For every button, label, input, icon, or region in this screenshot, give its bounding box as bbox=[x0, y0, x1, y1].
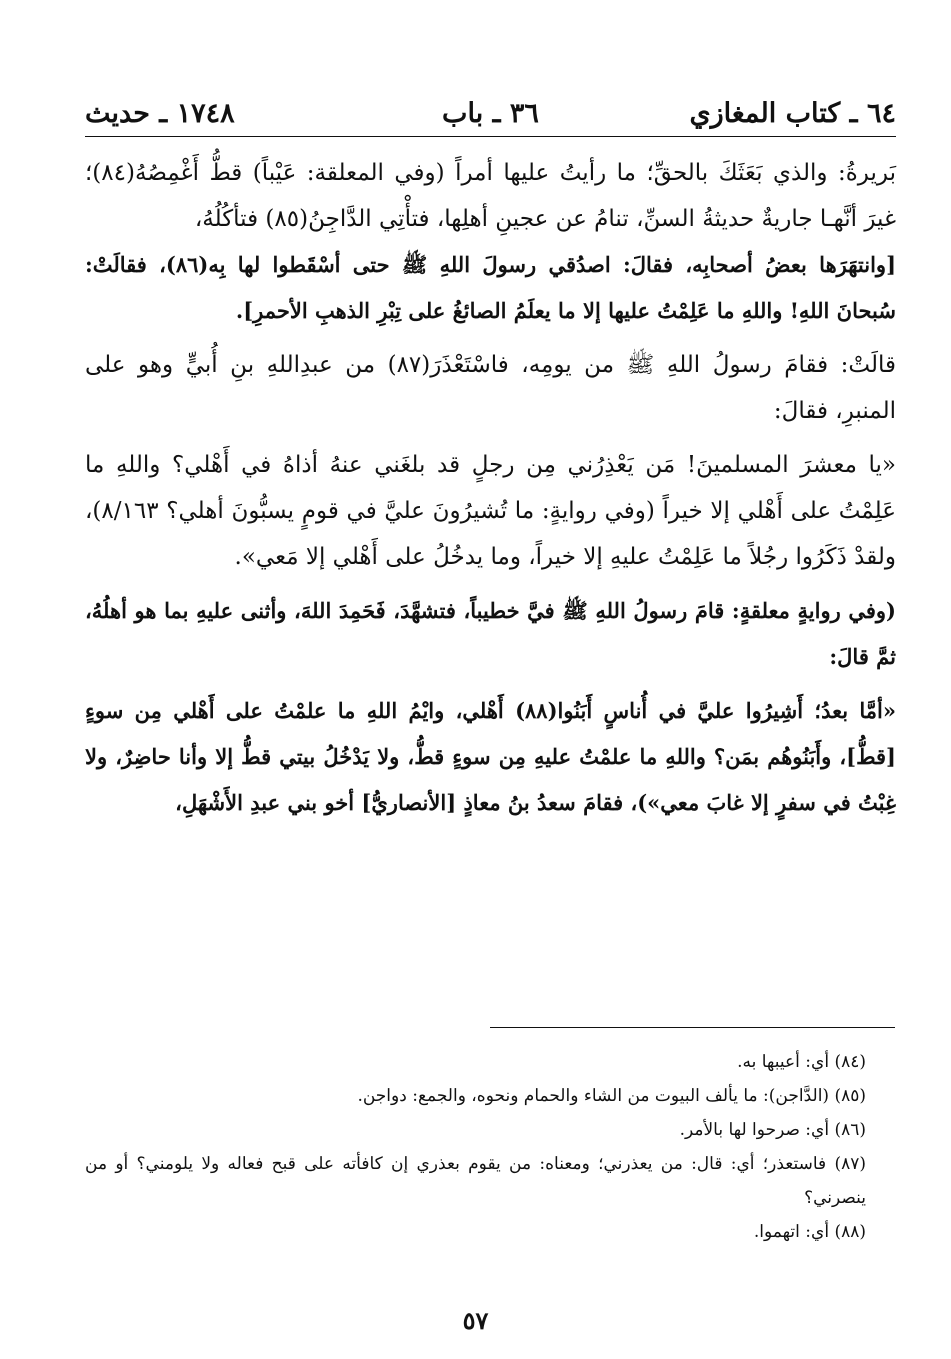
footnote-88: (٨٨) أي: اتهموا. bbox=[753, 1222, 866, 1242]
footnotes bbox=[85, 1045, 896, 1249]
page-number: ٥٧ bbox=[462, 1306, 489, 1335]
paragraph-6: «أمَّا بعدُ؛ أَشِيرُوا عليَّ في أُناسٍ أَبَنُوا(٨٨) أَهْلي، وايْمُ اللهِ ما علمْتُ على أَهْلي مِن سوءٍ [قطُّ]، وأَبَنُوهُم بمَن؟ واللهِ ما علمْتُ عليهِ مِن سوءٍ قطُّ، ولا يَدْخُلُ بيتي قطُّ إلا وأنا حاضِرٌ، ولا غِبْتُ في سفرٍ إلا غابَ معي»)، فقامَ سعدُ بنُ معاذٍ [الأنصاريُّ] أخو بني عبدِ الأَشْهَلِ، bbox=[85, 698, 896, 815]
footnote-divider bbox=[490, 1027, 895, 1028]
footnote-87: (٨٧) فاستعذر؛ أي: قال: من يعذرني؛ ومعناه: من يقوم بعذري إن كافأته على قبح فعاله ولا يلومني؟ أو من ينصرني؟ bbox=[85, 1154, 866, 1208]
footnote-84: (٨٤) أي: أعيبها به. bbox=[737, 1052, 866, 1072]
paragraph-2: [وانتهَرَها بعضُ أصحابِه، فقالَ: اصدُقي رسولَ اللهِ ﷺ حتى أسْقَطوا لها بِه(٨٦)، فقالَتْ: سُبحانَ اللهِ! واللهِ ما عَلِمْتُ عليها إلا ما يعلَمُ الصائغُ على تِبْرِ الذهبِ الأحمرِ]. bbox=[85, 252, 897, 323]
paragraph-1: بَريرةُ: والذي بَعَثَكَ بالحقِّ؛ ما رأيتُ عليها أمراً (وفي المعلقة: عَيْباً) قطُّ أَغْمِصُهُ(٨٤)؛ غيرَ أنَّهـا جاريةٌ حديثةُ السنِّ، تنامُ عن عجينِ أهلِها، فتأْتِي الدَّاجِنُ(٨٥) فتأكُلُهُ، bbox=[85, 160, 896, 232]
running-header bbox=[85, 92, 896, 137]
paragraph-5: (وفي روايةٍ معلقةٍ: قامَ رسولُ اللهِ ﷺ فيَّ خطيباً، فتشهَّدَ، فَحَمِدَ اللهَ، وأثنى عليهِ بما هو أهلُهُ، ثمَّ قالَ: bbox=[85, 598, 896, 669]
header-chapter: ٣٦ ـ باب bbox=[442, 98, 539, 129]
footnote-85: (٨٥) (الدَّاجن): ما يألف البيوت من الشاء والحمام ونحوه، والجمع: دواجن. bbox=[357, 1086, 866, 1106]
footnote-86: (٨٦) أي: صرحوا لها بالأمر. bbox=[679, 1120, 866, 1140]
main-text bbox=[85, 150, 896, 826]
header-hadith-number: ١٧٤٨ ـ حديث bbox=[85, 98, 235, 129]
paragraph-4: «يا معشرَ المسلمينَ! مَن يَعْذِرُني مِن رجلٍ قد بلغَني عنهُ أذاهُ في أَهْلي؟ واللهِ ما عَلِمْتُ على أَهْلي إلا خيراً (وفي روايةٍ: ما تُشيرُونَ عليَّ في قومٍ يسبُّونَ أهلي؟ ٨/١٦٣)، ولقدْ ذَكَرُوا رجُلاً ما عَلِمْتُ عليهِ إلا خيراً، وما يدخُلُ على أَهْلي إلا مَعي». bbox=[85, 452, 896, 570]
header-book-title: ٦٤ ـ كتاب المغازي bbox=[689, 98, 896, 129]
paragraph-3: قالَتْ: فقامَ رسولُ اللهِ ﷺ من يومِه، فاسْتَعْذَرَ(٨٧) من عبدِاللهِ بنِ أُبيٍّ وهو على المنبرِ، فقالَ: bbox=[85, 352, 896, 424]
